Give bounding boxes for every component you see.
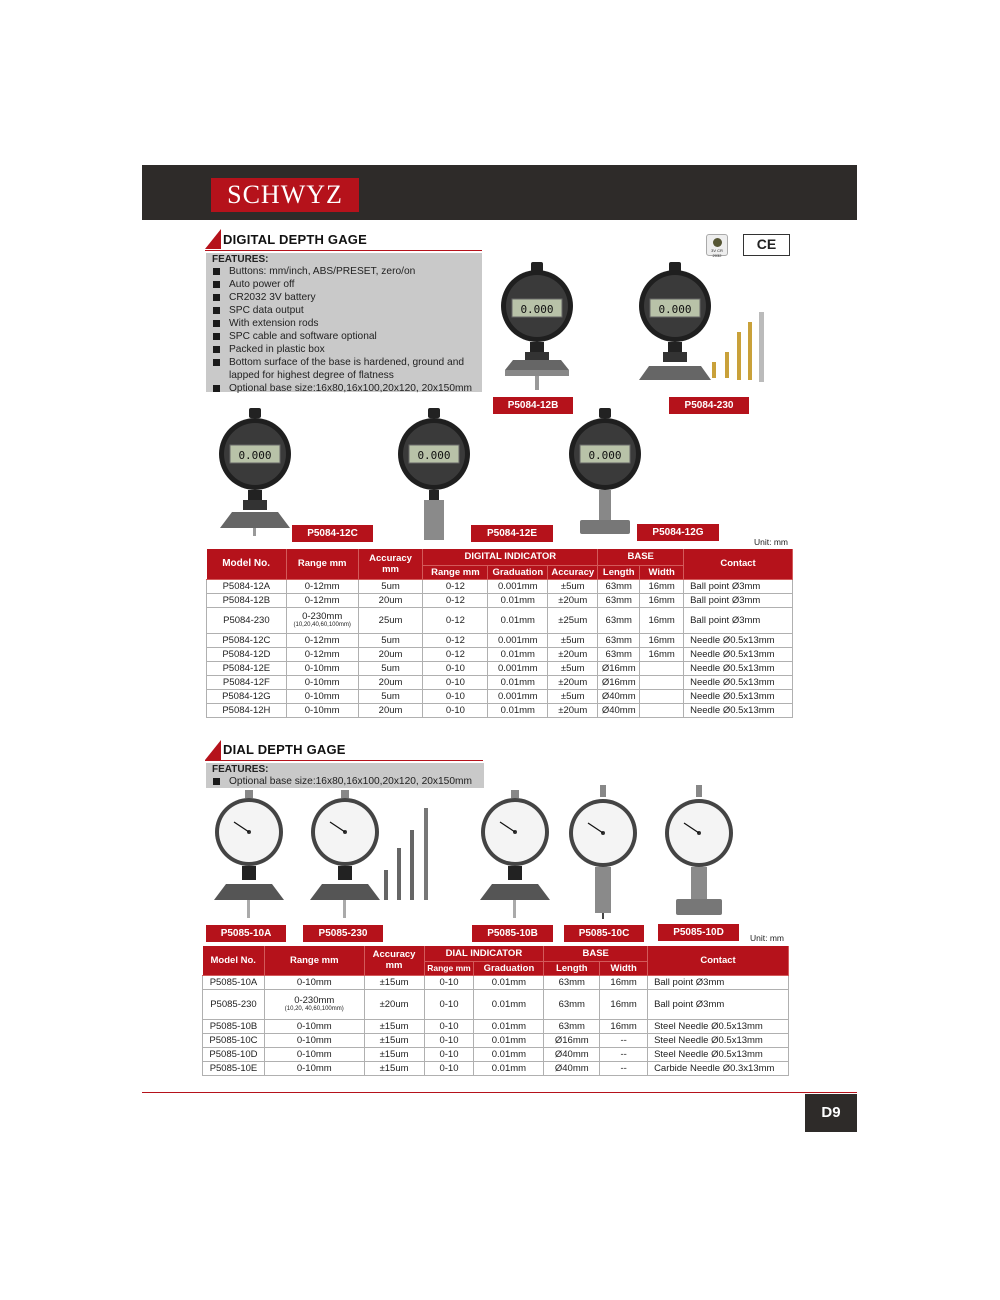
footer-rule bbox=[142, 1092, 857, 1093]
cell-length: Ø16mm bbox=[598, 661, 640, 675]
cell-accuracy: 5um bbox=[358, 661, 423, 675]
table-row bbox=[207, 593, 793, 607]
col-header-length: Length bbox=[598, 565, 640, 579]
cell-ind-accuracy: ±25um bbox=[548, 607, 598, 633]
cell-graduation: 0.01mm bbox=[474, 1033, 544, 1047]
digital-gauge-image bbox=[568, 408, 643, 538]
lcd-reading: 0.000 bbox=[520, 303, 554, 316]
dial-gauge-image bbox=[212, 790, 287, 920]
features-heading: FEATURES: bbox=[212, 764, 269, 775]
section-marker bbox=[205, 740, 221, 760]
cell-length: 63mm bbox=[544, 989, 600, 1019]
cell-graduation: 0.01mm bbox=[474, 1061, 544, 1075]
cell-contact: Needle Ø0.5x13mm bbox=[684, 661, 793, 675]
cell-ind-accuracy: ±20um bbox=[548, 647, 598, 661]
digital-gauge-image bbox=[218, 408, 293, 538]
col-header-graduation: Graduation bbox=[474, 961, 544, 975]
col-header-indicator: DIGITAL INDICATOR bbox=[423, 549, 598, 565]
table-row bbox=[207, 647, 793, 661]
table-row bbox=[203, 1047, 789, 1061]
col-header-range: Range mm bbox=[286, 549, 358, 579]
col-header-contact: Contact bbox=[648, 946, 789, 975]
cell-model: P5084-230 bbox=[207, 607, 287, 633]
cell-width: -- bbox=[600, 1033, 648, 1047]
battery-icon: 3V CR 2032 bbox=[706, 234, 728, 256]
feature-item: SPC cable and software optional bbox=[212, 330, 476, 343]
feature-item: Buttons: mm/inch, ABS/PRESET, zero/on bbox=[212, 265, 476, 278]
cell-contact: Ball point Ø3mm bbox=[648, 989, 789, 1019]
cell-accuracy: 20um bbox=[358, 703, 423, 717]
col-header-range: Range mm bbox=[264, 946, 364, 975]
cell-ind-range: 0-10 bbox=[424, 989, 474, 1019]
cell-length: 63mm bbox=[598, 579, 640, 593]
digital-section-title: DIGITAL DEPTH GAGE bbox=[223, 232, 367, 247]
cell-accuracy: 20um bbox=[358, 593, 423, 607]
cell-contact: Carbide Needle Ø0.3x13mm bbox=[648, 1061, 789, 1075]
cell-graduation: 0.001mm bbox=[488, 689, 548, 703]
lcd-reading: 0.000 bbox=[588, 449, 622, 462]
cell-width: 16mm bbox=[600, 989, 648, 1019]
cell-model: P5085-10E bbox=[203, 1061, 265, 1075]
cell-range: 0-230mm (10,20,40,60,100mm) bbox=[286, 607, 358, 633]
cell-accuracy: ±15um bbox=[364, 1061, 424, 1075]
cell-accuracy: ±15um bbox=[364, 1033, 424, 1047]
cell-contact: Steel Needle Ø0.5x13mm bbox=[648, 1047, 789, 1061]
feature-item: Packed in plastic box bbox=[212, 343, 476, 356]
cell-ind-range: 0-10 bbox=[424, 1033, 474, 1047]
cell-accuracy: 5um bbox=[358, 689, 423, 703]
cell-graduation: 0.01mm bbox=[474, 1047, 544, 1061]
product-label: P5085-10D bbox=[658, 924, 739, 941]
cell-range: 0-10mm bbox=[286, 675, 358, 689]
cell-ind-range: 0-12 bbox=[423, 647, 488, 661]
range-note: (10,20,40,60,100mm) bbox=[293, 622, 351, 628]
cell-range: 0-10mm bbox=[264, 1047, 364, 1061]
cell-length: 63mm bbox=[598, 593, 640, 607]
table-row bbox=[207, 607, 793, 633]
cell-graduation: 0.01mm bbox=[488, 675, 548, 689]
cell-range: 0-10mm bbox=[264, 1033, 364, 1047]
product-label: P5084-12G bbox=[637, 524, 719, 541]
dial-section-title: DIAL DEPTH GAGE bbox=[223, 742, 346, 757]
cell-width: 16mm bbox=[640, 593, 684, 607]
cell-ind-range: 0-10 bbox=[423, 689, 488, 703]
cell-ind-range: 0-12 bbox=[423, 607, 488, 633]
dial-gauge-image bbox=[308, 790, 438, 920]
lcd-reading: 0.000 bbox=[658, 303, 692, 316]
cell-contact: Needle Ø0.5x13mm bbox=[684, 703, 793, 717]
cell-length: 63mm bbox=[598, 607, 640, 633]
cell-model: P5084-12F bbox=[207, 675, 287, 689]
cell-ind-range: 0-10 bbox=[424, 1047, 474, 1061]
cell-model: P5085-10B bbox=[203, 1019, 265, 1033]
cell-ind-range: 0-12 bbox=[423, 579, 488, 593]
cell-accuracy: 20um bbox=[358, 647, 423, 661]
lcd-reading: 0.000 bbox=[238, 449, 272, 462]
col-header-ind-accuracy: Accuracy bbox=[548, 565, 598, 579]
cell-range: 0-10mm bbox=[286, 689, 358, 703]
cell-ind-range: 0-10 bbox=[424, 1061, 474, 1075]
cell-ind-range: 0-12 bbox=[423, 593, 488, 607]
cell-ind-accuracy: ±5um bbox=[548, 633, 598, 647]
cell-length: 63mm bbox=[544, 975, 600, 989]
cell-contact: Needle Ø0.5x13mm bbox=[684, 633, 793, 647]
dial-gauge-image bbox=[478, 790, 553, 920]
table-row bbox=[203, 1061, 789, 1075]
cell-length: Ø40mm bbox=[598, 689, 640, 703]
cell-length: 63mm bbox=[544, 1019, 600, 1033]
cell-model: P5084-12D bbox=[207, 647, 287, 661]
cell-width bbox=[640, 675, 684, 689]
table-row bbox=[207, 579, 793, 593]
digital-features-box bbox=[206, 253, 482, 392]
feature-item: Auto power off bbox=[212, 278, 476, 291]
cell-range: 0-12mm bbox=[286, 593, 358, 607]
cell-contact: Ball point Ø3mm bbox=[684, 607, 793, 633]
cell-width: 16mm bbox=[600, 1019, 648, 1033]
cell-width: 16mm bbox=[640, 579, 684, 593]
cell-ind-range: 0-12 bbox=[423, 633, 488, 647]
cell-contact: Needle Ø0.5x13mm bbox=[684, 675, 793, 689]
table-row bbox=[203, 1019, 789, 1033]
cell-length: 63mm bbox=[598, 633, 640, 647]
cell-contact: Steel Needle Ø0.5x13mm bbox=[648, 1019, 789, 1033]
cell-contact: Ball point Ø3mm bbox=[684, 593, 793, 607]
table-row bbox=[203, 989, 789, 1019]
table-row bbox=[207, 675, 793, 689]
col-header-base: BASE bbox=[544, 946, 648, 961]
cell-length: 63mm bbox=[598, 647, 640, 661]
cell-range: 0-12mm bbox=[286, 633, 358, 647]
product-label: P5084-12B bbox=[493, 397, 573, 414]
col-header-graduation: Graduation bbox=[488, 565, 548, 579]
page-number: D9 bbox=[805, 1094, 857, 1132]
product-label: P5085-10B bbox=[472, 925, 553, 942]
cell-graduation: 0.01mm bbox=[488, 593, 548, 607]
cell-ind-range: 0-10 bbox=[423, 661, 488, 675]
col-header-contact: Contact bbox=[684, 549, 793, 579]
cell-ind-range: 0-10 bbox=[423, 675, 488, 689]
feature-item: Bottom surface of the base is hardened, ground and lapped for highest degree of flatness bbox=[212, 356, 476, 382]
cell-graduation: 0.001mm bbox=[488, 579, 548, 593]
cell-model: P5085-10C bbox=[203, 1033, 265, 1047]
ce-mark-icon: CE bbox=[743, 234, 790, 256]
digital-gauge-image bbox=[497, 262, 577, 392]
table-row bbox=[207, 703, 793, 717]
cell-contact: Needle Ø0.5x13mm bbox=[684, 647, 793, 661]
features-heading: FEATURES: bbox=[212, 254, 269, 265]
cell-ind-range: 0-10 bbox=[424, 975, 474, 989]
cell-accuracy: 5um bbox=[358, 579, 423, 593]
cell-width: 16mm bbox=[600, 975, 648, 989]
table-row bbox=[207, 633, 793, 647]
cell-range: 0-10mm bbox=[286, 703, 358, 717]
dial-spec-table bbox=[202, 946, 789, 1076]
cell-graduation: 0.01mm bbox=[474, 989, 544, 1019]
product-label: P5084-230 bbox=[669, 397, 749, 414]
cell-ind-accuracy: ±5um bbox=[548, 689, 598, 703]
cell-range: 0-12mm bbox=[286, 579, 358, 593]
cell-model: P5084-12E bbox=[207, 661, 287, 675]
cell-ind-accuracy: ±20um bbox=[548, 593, 598, 607]
cell-width: 16mm bbox=[640, 633, 684, 647]
cell-width: -- bbox=[600, 1061, 648, 1075]
cell-model: P5084-12G bbox=[207, 689, 287, 703]
cell-range: 0-10mm bbox=[286, 661, 358, 675]
col-header-ind-range: Range mm bbox=[423, 565, 488, 579]
cell-graduation: 0.01mm bbox=[488, 647, 548, 661]
unit-label: Unit: mm bbox=[754, 537, 788, 547]
cell-ind-range: 0-10 bbox=[423, 703, 488, 717]
cell-length: Ø40mm bbox=[598, 703, 640, 717]
feature-item: CR2032 3V battery bbox=[212, 291, 476, 304]
dial-gauge-image bbox=[566, 785, 641, 920]
cell-range: 0-230mm (10,20, 40,60,100mm) bbox=[264, 989, 364, 1019]
cell-ind-accuracy: ±20um bbox=[548, 675, 598, 689]
cell-accuracy: ±15um bbox=[364, 1019, 424, 1033]
col-header-model: Model No. bbox=[203, 946, 265, 975]
cell-ind-accuracy: ±20um bbox=[548, 703, 598, 717]
cell-length: Ø16mm bbox=[544, 1033, 600, 1047]
cell-range: 0-10mm bbox=[264, 1019, 364, 1033]
cell-ind-range: 0-10 bbox=[424, 1019, 474, 1033]
cell-length: Ø40mm bbox=[544, 1061, 600, 1075]
cell-width: 16mm bbox=[640, 607, 684, 633]
table-row bbox=[203, 975, 789, 989]
cell-contact: Needle Ø0.5x13mm bbox=[684, 689, 793, 703]
col-header-length: Length bbox=[544, 961, 600, 975]
product-label: P5084-12C bbox=[292, 525, 373, 542]
col-header-width: Width bbox=[640, 565, 684, 579]
cell-contact: Ball point Ø3mm bbox=[684, 579, 793, 593]
cell-contact: Ball point Ø3mm bbox=[648, 975, 789, 989]
product-label: P5085-10A bbox=[206, 925, 286, 942]
product-label: P5085-10C bbox=[564, 925, 644, 942]
cell-accuracy: 20um bbox=[358, 675, 423, 689]
unit-label: Unit: mm bbox=[750, 933, 784, 943]
table-row bbox=[207, 661, 793, 675]
cell-width bbox=[640, 689, 684, 703]
cell-accuracy: 25um bbox=[358, 607, 423, 633]
dial-gauge-image bbox=[662, 785, 737, 920]
cell-graduation: 0.01mm bbox=[474, 975, 544, 989]
cell-width bbox=[640, 703, 684, 717]
digital-gauge-image bbox=[397, 408, 472, 543]
cell-model: P5084-12B bbox=[207, 593, 287, 607]
cell-accuracy: ±15um bbox=[364, 1047, 424, 1061]
cell-length: Ø40mm bbox=[544, 1047, 600, 1061]
cell-ind-accuracy: ±5um bbox=[548, 579, 598, 593]
cell-range: 0-12mm bbox=[286, 647, 358, 661]
cell-range: 0-10mm bbox=[264, 975, 364, 989]
cell-model: P5085-230 bbox=[203, 989, 265, 1019]
cell-width bbox=[640, 661, 684, 675]
cell-model: P5085-10A bbox=[203, 975, 265, 989]
cell-ind-accuracy: ±5um bbox=[548, 661, 598, 675]
cell-contact: Steel Needle Ø0.5x13mm bbox=[648, 1033, 789, 1047]
cell-graduation: 0.01mm bbox=[488, 703, 548, 717]
cell-graduation: 0.001mm bbox=[488, 633, 548, 647]
title-underline bbox=[205, 760, 483, 761]
dial-features-box bbox=[206, 763, 484, 788]
cell-model: P5084-12H bbox=[207, 703, 287, 717]
cell-accuracy: ±15um bbox=[364, 975, 424, 989]
cell-width: -- bbox=[600, 1047, 648, 1061]
feature-item: Optional base size:16x80,16x100,20x120, 20x150mm bbox=[212, 775, 478, 788]
col-header-model: Model No. bbox=[207, 549, 287, 579]
cell-model: P5084-12A bbox=[207, 579, 287, 593]
cell-length: Ø16mm bbox=[598, 675, 640, 689]
cell-model: P5085-10D bbox=[203, 1047, 265, 1061]
col-header-width: Width bbox=[600, 961, 648, 975]
cell-graduation: 0.01mm bbox=[474, 1019, 544, 1033]
table-row bbox=[203, 1033, 789, 1047]
col-header-ind-range: Range mm bbox=[424, 961, 474, 975]
col-header-base: BASE bbox=[598, 549, 684, 565]
table-row bbox=[207, 689, 793, 703]
brand-logo: SCHWYZ bbox=[211, 178, 359, 212]
product-label: P5085-230 bbox=[303, 925, 383, 942]
cell-range: 0-10mm bbox=[264, 1061, 364, 1075]
lcd-reading: 0.000 bbox=[417, 449, 451, 462]
feature-item: Optional base size:16x80,16x100,20x120, 20x150mm bbox=[212, 382, 476, 395]
col-header-accuracy: Accuracy mm bbox=[358, 549, 423, 579]
product-label: P5084-12E bbox=[471, 525, 553, 542]
cell-accuracy: ±20um bbox=[364, 989, 424, 1019]
digital-gauge-image bbox=[635, 262, 775, 392]
cell-width: 16mm bbox=[640, 647, 684, 661]
section-marker bbox=[205, 229, 221, 249]
feature-item: With extension rods bbox=[212, 317, 476, 330]
cell-accuracy: 5um bbox=[358, 633, 423, 647]
cell-graduation: 0.001mm bbox=[488, 661, 548, 675]
title-underline bbox=[205, 250, 482, 251]
col-header-accuracy: Accuracy mm bbox=[364, 946, 424, 975]
cell-model: P5084-12C bbox=[207, 633, 287, 647]
feature-item: SPC data output bbox=[212, 304, 476, 317]
cell-graduation: 0.01mm bbox=[488, 607, 548, 633]
range-note: (10,20, 40,60,100mm) bbox=[284, 1006, 344, 1012]
col-header-indicator: DIAL INDICATOR bbox=[424, 946, 544, 961]
digital-spec-table bbox=[206, 549, 793, 718]
